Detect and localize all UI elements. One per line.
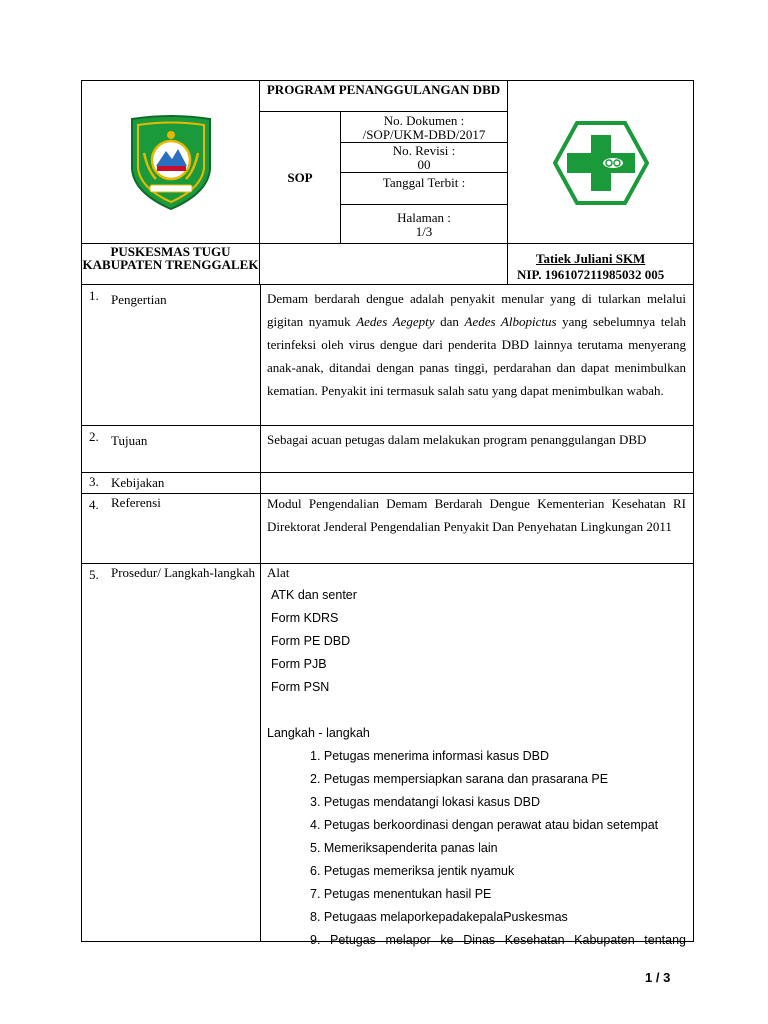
signer-name: Tatiek Juliani SKM bbox=[536, 251, 646, 266]
pengertian-text-part: Demam berdarah dengue adalah penyakit menular yang di tularkan melalui gigitan nyamuk bbox=[267, 291, 686, 329]
institution-name: PUSKESMAS TUGU KABUPATEN TRENGGALEK bbox=[81, 243, 260, 285]
revision-label: No. Revisi : bbox=[392, 143, 456, 158]
step-item: 9. Petugas melapor ke Dinas Kesehatan Kabupaten tentang bbox=[310, 933, 686, 947]
row-label: Referensi bbox=[111, 495, 161, 510]
regency-logo-cell bbox=[81, 80, 260, 244]
pengertian-text-part: dan bbox=[434, 314, 465, 329]
row-pengertian bbox=[81, 284, 694, 426]
step-item: 5. Memeriksapenderita panas lain bbox=[310, 841, 498, 855]
steps-heading: Langkah - langkah bbox=[267, 726, 370, 740]
referensi-text: Modul Pengendalian Demam Berdarah Dengue Kementerian Kesehatan RI Direktorat Jenderal Pengendalian Penyakit Dan Penyehatan Lingkungan 2011 bbox=[267, 496, 686, 534]
document-number-cell bbox=[340, 111, 508, 143]
sop-label-text: SOP bbox=[287, 169, 313, 185]
row-prosedur-label-cell bbox=[82, 563, 261, 941]
step-item: 7. Petugas menentukan hasil PE bbox=[310, 887, 492, 901]
row-referensi-label-cell bbox=[82, 493, 261, 563]
page-cell bbox=[340, 204, 508, 244]
row-label: Pengertian bbox=[111, 292, 167, 307]
step-item: 1. Petugas menerima informasi kasus DBD bbox=[310, 749, 549, 763]
document-number-value: /SOP/UKM-DBD/2017 bbox=[362, 127, 486, 142]
tool-item: ATK dan senter bbox=[271, 588, 357, 602]
prosedur-content bbox=[267, 561, 686, 952]
page-label: Halaman : bbox=[397, 210, 451, 225]
row-prosedur bbox=[81, 563, 694, 947]
issue-date-label: Tanggal Terbit : bbox=[382, 175, 466, 190]
row-number: 1. bbox=[89, 288, 99, 303]
row-label: Prosedur/ Langkah-langkah bbox=[111, 565, 256, 580]
tool-item: Form PJB bbox=[271, 657, 327, 671]
species-aedes-aegepty: Aedes Aegepty bbox=[356, 314, 435, 329]
revision-cell bbox=[340, 142, 508, 173]
puskesmas-cross-logo-icon bbox=[553, 121, 649, 205]
row-label: Kebijakan bbox=[111, 475, 165, 490]
row-tujuan bbox=[81, 425, 694, 473]
step-item: 4. Petugas berkoordinasi dengan perawat atau bidan setempat bbox=[310, 818, 659, 832]
row-kebijakan-label-cell bbox=[82, 472, 261, 493]
row-number: 3. bbox=[89, 474, 99, 489]
document-header-table bbox=[81, 80, 694, 285]
step-item: 6. Petugas memeriksa jentik nyamuk bbox=[310, 864, 515, 878]
page-value: 1/3 bbox=[415, 224, 433, 239]
trenggalek-regency-emblem-icon bbox=[126, 113, 216, 213]
row-referensi bbox=[81, 493, 694, 564]
step-item: 2. Petugas mempersiapkan sarana dan prasarana PE bbox=[310, 772, 609, 786]
step-item: 8. Petugaas melaporkepadakepalaPuskesmas bbox=[310, 910, 568, 924]
tool-item: Form PE DBD bbox=[271, 634, 351, 648]
spacer bbox=[267, 699, 686, 722]
document-title: PROGRAM PENANGGULANGAN DBD bbox=[259, 80, 508, 112]
document-number-label: No. Dokumen : bbox=[383, 113, 465, 128]
signer-nip: NIP. 196107211985032 005 bbox=[517, 267, 665, 282]
puskesmas-logo-cell bbox=[507, 80, 694, 244]
species-aedes-albopictus: Aedes Albopictus bbox=[464, 314, 557, 329]
row-label: Tujuan bbox=[111, 433, 148, 448]
row-pengertian-label-cell bbox=[82, 284, 261, 425]
tujuan-text: Sebagai acuan petugas dalam melakukan program penanggulangan DBD bbox=[267, 432, 647, 447]
issue-date-cell bbox=[340, 172, 508, 205]
tool-item: Form PSN bbox=[271, 680, 330, 694]
sop-label bbox=[259, 111, 341, 244]
tools-list bbox=[267, 584, 686, 699]
row-tujuan-label-cell bbox=[82, 425, 261, 472]
header-empty-cell bbox=[259, 243, 508, 285]
revision-value: 00 bbox=[417, 157, 431, 172]
step-item: 3. Petugas mendatangi lokasi kasus DBD bbox=[310, 795, 540, 809]
tools-heading: Alat bbox=[267, 565, 290, 580]
signature-block bbox=[507, 243, 694, 285]
pengertian-text-part: yang sebelumnya telah terinfeksi oleh virus dengue dari penderita DBD lainnya terutama menyerang anak-anak, ditandai dengan panas tinggi, perdarahan dan dapat menimbulkan kematian. Penyakit ini termasuk salah satu yang dapat menimbulkan wabah. bbox=[267, 314, 686, 398]
row-number: 5. bbox=[89, 567, 99, 582]
tool-item: Form KDRS bbox=[271, 611, 339, 625]
row-number: 2. bbox=[89, 429, 99, 444]
page-indicator: 1 / 3 bbox=[645, 970, 671, 985]
row-number: 4. bbox=[89, 497, 99, 512]
steps-list bbox=[267, 745, 686, 952]
pengertian-text bbox=[267, 287, 686, 402]
